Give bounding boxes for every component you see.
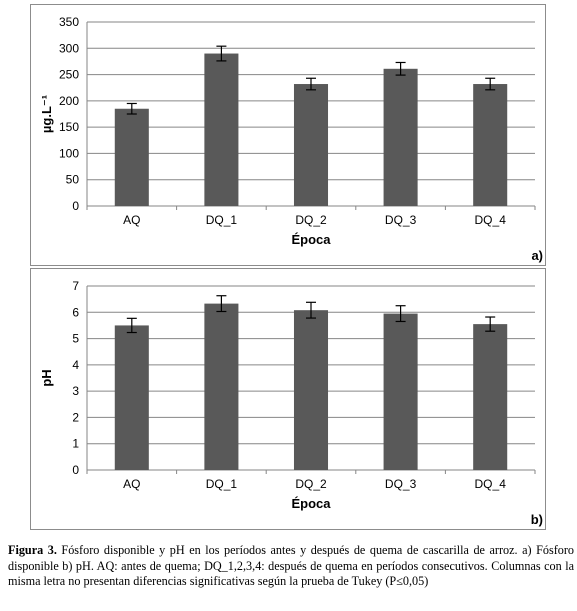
- chart-b-ytick-label: 1: [72, 436, 79, 451]
- chart-b-x-axis-title: Época: [291, 496, 331, 511]
- caption-text: Fósforo disponible y pH en los períodos antes y después de quema de cascarilla de arroz. a) Fósforo disponible b) pH. AQ: antes de quema; DQ_1,2,3,4: después de quema en períodos consecutivos. Columnas con la misma letra no presentan diferencias significativas según la prueba de Tukey (P≤0,05): [8, 543, 574, 588]
- chart-panel-a: [30, 4, 546, 266]
- chart-a-xtick-label: AQ: [123, 213, 141, 227]
- chart-b-y-axis-title: pH: [39, 369, 54, 387]
- chart-b-xtick-label: DQ_3: [384, 477, 417, 491]
- chart-b-ytick-label: 3: [72, 384, 79, 399]
- chart-b-ytick-label: 0: [72, 463, 79, 477]
- chart-a-ytick-label: 150: [58, 120, 79, 135]
- chart-a-svg: [31, 5, 547, 267]
- chart-b-xtick-label: DQ_1: [205, 477, 238, 491]
- chart-b-bar: [384, 314, 418, 470]
- caption-label: Figura 3.: [8, 543, 57, 557]
- chart-a-bar: [473, 84, 507, 206]
- chart-a-ytick-label: 300: [58, 41, 79, 56]
- chart-b-panel-label: b): [530, 512, 543, 527]
- chart-b-ytick-label: 7: [72, 279, 79, 293]
- chart-a-xtick-label: DQ_3: [384, 213, 417, 227]
- chart-a-ytick-label: 250: [58, 67, 79, 82]
- chart-b-ytick-label: 4: [72, 357, 79, 372]
- chart-a-ytick-label: 200: [58, 93, 79, 108]
- chart-a-bar: [115, 109, 149, 206]
- chart-b-bar: [294, 310, 328, 470]
- chart-a-ytick-label: 350: [58, 15, 79, 29]
- chart-b-xtick-label: AQ: [123, 477, 141, 491]
- chart-a-panel-label: a): [531, 248, 543, 263]
- chart-b-xtick-label: DQ_4: [474, 477, 506, 491]
- chart-a-xtick-label: DQ_2: [295, 213, 327, 227]
- chart-b-svg: [31, 269, 547, 531]
- chart-a-x-axis-title: Época: [291, 232, 331, 247]
- figure-caption: [8, 543, 574, 590]
- chart-b-ytick-label: 2: [72, 410, 79, 425]
- chart-b-ytick-label: 5: [72, 331, 79, 346]
- chart-b-bar: [204, 304, 238, 470]
- chart-b-ytick-label: 6: [72, 305, 79, 320]
- chart-a-ytick-label: 0: [72, 199, 79, 213]
- chart-a-bar: [294, 84, 328, 206]
- chart-a-y-axis-title: µg.L⁻¹: [39, 94, 54, 134]
- chart-a-ytick-label: 100: [58, 146, 79, 161]
- chart-a-xtick-label: DQ_4: [474, 213, 506, 227]
- chart-a-xtick-label: DQ_1: [205, 213, 238, 227]
- chart-b-xtick-label: DQ_2: [295, 477, 327, 491]
- chart-b-bar: [115, 325, 149, 470]
- chart-panel-b: [30, 268, 546, 530]
- chart-a-bar: [384, 69, 418, 206]
- chart-b-bar: [473, 324, 507, 470]
- chart-a-ytick-label: 50: [65, 172, 79, 187]
- chart-a-bar: [204, 54, 238, 206]
